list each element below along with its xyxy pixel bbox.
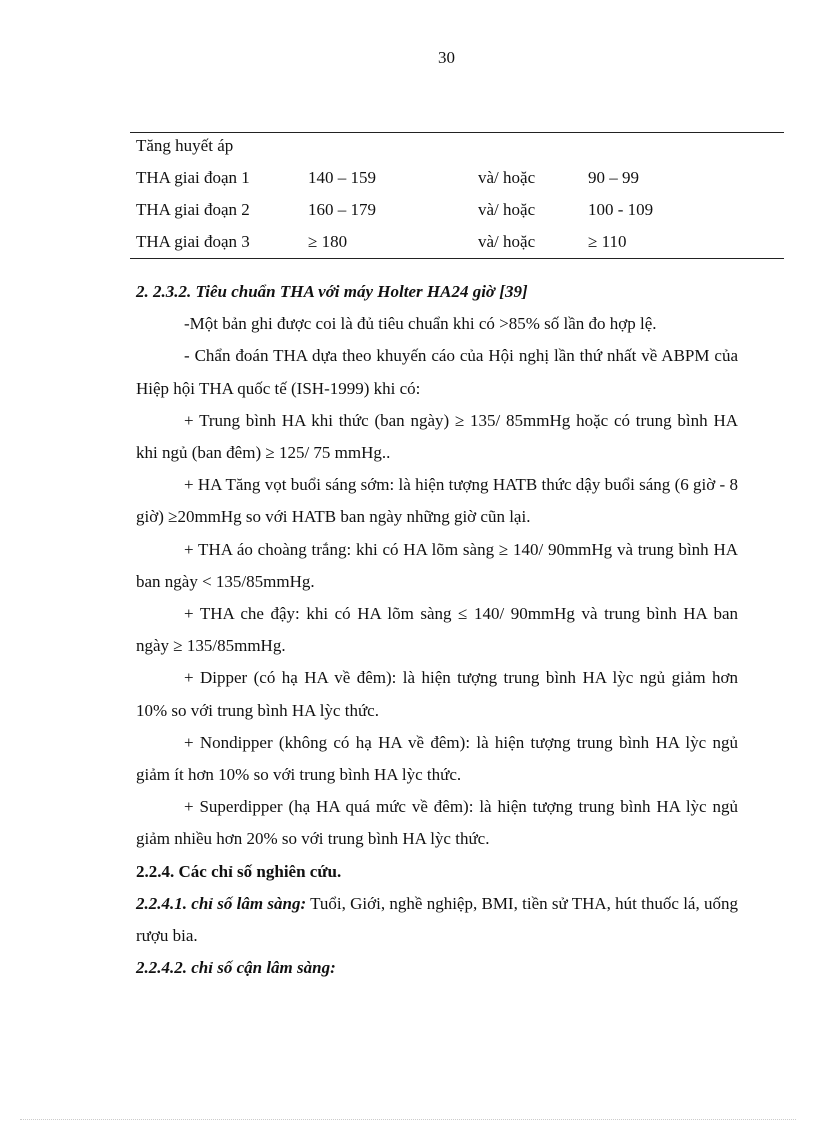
systolic-cell: 160 – 179 xyxy=(308,200,376,219)
systolic-cell: 140 – 159 xyxy=(308,168,376,187)
body-text xyxy=(136,276,738,984)
connector-cell: và/ hoặc xyxy=(478,200,536,219)
stage-cell: THA giai đoạn 3 xyxy=(136,232,250,251)
connector-cell: và/ hoặc xyxy=(478,232,536,251)
paragraph: + Trung bình HA khi thức (ban ngày) ≥ 135/ 85mmHg hoặc có trung bình HA khi ngủ (ban đêm) ≥ 125/ 75 mmHg.. xyxy=(136,410,738,463)
table-row xyxy=(130,162,784,194)
paraclinical-indices-heading: 2.2.4.2. chỉ số cận lâm sàng: xyxy=(136,958,336,978)
diastolic-cell: 90 – 99 xyxy=(588,168,639,187)
paragraph: + THA che đậy: khi có HA lõm sàng ≤ 140/ 90mmHg và trung bình HA ban ngày ≥ 135/85mmHg. xyxy=(136,604,738,656)
section-heading-2232: 2. 2.3.2. Tiêu chuẩn THA với máy Holter HA24 giờ [39] xyxy=(136,282,528,301)
stage-cell: THA giai đoạn 1 xyxy=(136,168,250,187)
table-row xyxy=(130,194,784,226)
paragraph: + Dipper (có hạ HA về đêm): là hiện tượng trung bình HA lỳc ngủ giảm hơn 10% so với trung bình HA lỳc thức. xyxy=(136,668,738,720)
paragraph: - Chẩn đoán THA dựa theo khuyến cáo của Hội nghị lần thứ nhất về ABPM của Hiệp hội THA quốc tế (ISH-1999) khi có: xyxy=(136,346,738,398)
paragraph: + HA Tăng vọt buổi sáng sớm: là hiện tượng HATB thức dậy buổi sáng (6 giờ - 8 giờ) ≥20mmHg so với HATB ban ngày những giờ cũn lại. xyxy=(136,475,738,527)
hypertension-stage-table xyxy=(130,132,784,259)
stage-cell: THA giai đoạn 2 xyxy=(136,200,250,219)
clinical-indices-paragraph xyxy=(136,888,738,952)
table-bottom-rule xyxy=(130,258,784,259)
paragraph: + Superdipper (hạ HA quá mức về đêm): là hiện tượng trung bình HA lỳc ngủ giảm nhiều hơn 20% so với trung bình HA lỳc thức. xyxy=(136,797,738,849)
connector-cell: và/ hoặc xyxy=(478,168,536,187)
diastolic-cell: 100 - 109 xyxy=(588,200,654,219)
table-row xyxy=(130,226,784,258)
clinical-indices-label: 2.2.4.1. chỉ số lâm sàng: xyxy=(136,893,307,913)
paragraph: -Một bản ghi được coi là đủ tiêu chuẩn khi có >85% số lần đo hợp lệ. xyxy=(184,314,657,334)
paragraph: + Nondipper (không có hạ HA về đêm): là hiện tượng trung bình HA lỳc ngủ giảm ít hơn 10% so với trung bình HA lỳc thức. xyxy=(136,732,738,785)
systolic-cell: ≥ 180 xyxy=(308,232,348,251)
page-number: 30 xyxy=(438,48,455,67)
page-bottom-divider xyxy=(20,1119,796,1120)
table-caption: Tăng huyết áp xyxy=(136,136,234,155)
clinical-indices-text: Tuổi, Giới, nghề nghiệp, BMI, tiền sử THA, hút thuốc lá, uống rượu bia. xyxy=(136,893,738,946)
section-heading-224: 2.2.4. Các chỉ số nghiên cứu. xyxy=(136,861,342,881)
diastolic-cell: ≥ 110 xyxy=(588,232,627,251)
paragraph: + THA áo choàng trắng: khi có HA lõm sàng ≥ 140/ 90mmHg và trung bình HA ban ngày < 135/85mmHg. xyxy=(136,539,738,591)
